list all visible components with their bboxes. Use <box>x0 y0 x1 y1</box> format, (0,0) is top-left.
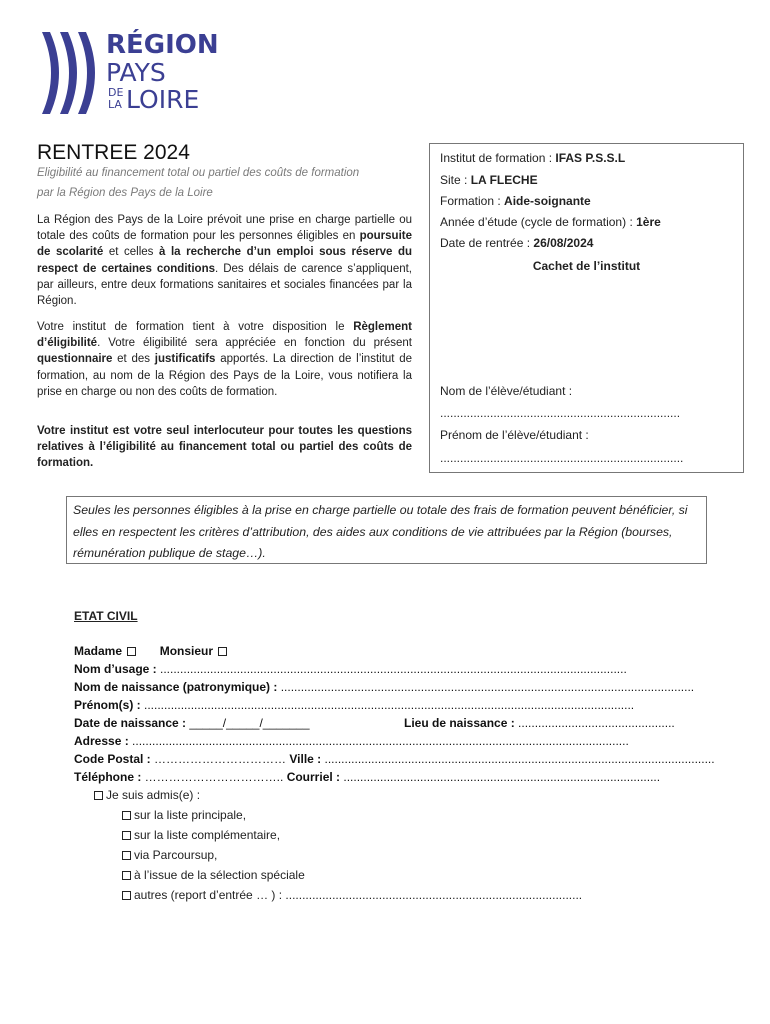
lieu-naissance-field[interactable]: Lieu de naissance : ............................................... <box>404 716 675 730</box>
intro-paragraph: La Région des Pays de la Loire prévoit une prise en charge partielle ou totale des coûts de formation pour les personnes éligibles en poursuite de scolarité et celles à la recherche d’un emploi sous réserve du respect de certaines conditions. Des délais de carence s’appliquent, par ailleurs, entre deux formations sanitaires et sociales financées par la Région. <box>37 214 413 308</box>
date-naissance-field[interactable]: _____/_____/_______ <box>189 716 310 730</box>
formation-line: Formation : Aide-soignante <box>440 194 591 208</box>
checkbox[interactable] <box>122 831 131 840</box>
date-naissance-label: Date de naissance : <box>74 716 190 730</box>
nom-eleve-field[interactable]: ........................................................................ <box>440 406 681 420</box>
logo-text-de: DE <box>108 86 124 99</box>
monsieur-checkbox[interactable] <box>218 647 227 656</box>
page-title: RENTREE 2024 <box>37 141 190 164</box>
site-line: Site : LA FLECHE <box>440 173 538 187</box>
checkbox[interactable] <box>122 871 131 880</box>
subtitle-line-2: par la Région des Pays de la Loire <box>37 187 213 199</box>
logo-mark-icon <box>38 30 98 116</box>
madame-label: Madame <box>74 644 123 658</box>
adresse-field[interactable]: Adresse : ..................................................................................................................................................... <box>74 734 629 748</box>
eligibility-note-box: Seules les personnes éligibles à la prise en charge partielle ou totale des frais de formation peuvent bénéficier, si elles en respectent les critères d’attribution, des aides aux conditions de vie attribuées par la Région (bourses, rémunération publique de stage…). <box>66 496 707 564</box>
civility-row <box>74 644 659 658</box>
nom-naissance-field[interactable]: Nom de naissance (patronymique) : ............................................................................................................................ <box>74 680 695 694</box>
institut-line: Institut de formation : IFAS P.S.S.L <box>440 151 626 165</box>
checkbox[interactable] <box>122 811 131 820</box>
option-autres[interactable]: autres (report d’entrée … ) : ......................................................................................... <box>120 888 660 902</box>
admis-row: Je suis admis(e) : <box>92 788 200 802</box>
option-selection-speciale[interactable]: à l’issue de la sélection spéciale <box>120 868 305 882</box>
option-liste-principale[interactable]: sur la liste principale, <box>120 808 246 822</box>
cachet-label: Cachet de l’institut <box>532 259 641 273</box>
subtitle-line-1: Eligibilité au financement total ou partiel des coûts de formation <box>37 167 360 179</box>
prenoms-field[interactable]: Prénom(s) : ................................................................................................................................................... <box>74 698 635 712</box>
logo-text-loire: LOIRE <box>126 85 200 114</box>
checkbox[interactable] <box>122 891 131 900</box>
nom-eleve-label: Nom de l’élève/étudiant : <box>440 384 573 398</box>
institute-info-box <box>429 143 744 473</box>
logo-text-la: LA <box>108 98 122 111</box>
reglement-paragraph: Votre institut de formation tient à votre disposition le Règlement d’éligibilité. Votre éligibilité sera appréciée en fonction du présent questionnaire et des justificatifs apportés. La direction de l’institut de formation, au nom de la Région des Pays de la Loire, vous notifiera la prise en charge ou non des coûts de formation. <box>37 321 413 398</box>
logo-text-region: RÉGION <box>106 30 219 60</box>
region-logo <box>30 24 270 124</box>
code-postal-ville-row[interactable]: Code Postal : …………………………… Ville : ..................................................................................................................... <box>74 752 715 766</box>
date-lieu-naissance-row <box>74 716 675 730</box>
prenom-eleve-field[interactable]: ......................................................................... <box>440 451 684 465</box>
interlocuteur-paragraph: Votre institut est votre seul interlocuteur pour toutes les questions relatives à l’éligibilité au financement total ou partiel des coûts de formation. <box>37 425 412 470</box>
admis-checkbox[interactable] <box>94 791 103 800</box>
nom-usage-field[interactable]: Nom d’usage : ............................................................................................................................................ <box>74 662 627 676</box>
prenom-eleve-label: Prénom de l’élève/étudiant : <box>440 428 589 442</box>
date-rentree-line: Date de rentrée : 26/08/2024 <box>440 236 594 250</box>
annee-line: Année d’étude (cycle de formation) : 1ère <box>440 215 661 229</box>
madame-checkbox[interactable] <box>127 647 136 656</box>
etat-civil-heading: ETAT CIVIL <box>74 609 138 623</box>
monsieur-label: Monsieur <box>159 644 214 658</box>
telephone-courriel-row[interactable]: Téléphone : …………………………….. Courriel : ............................................................................................... <box>74 770 661 784</box>
option-liste-complementaire[interactable]: sur la liste complémentaire, <box>120 828 280 842</box>
logo-text-pays: PAYS <box>106 58 166 87</box>
checkbox[interactable] <box>122 851 131 860</box>
option-parcoursup[interactable]: via Parcoursup, <box>120 848 217 862</box>
